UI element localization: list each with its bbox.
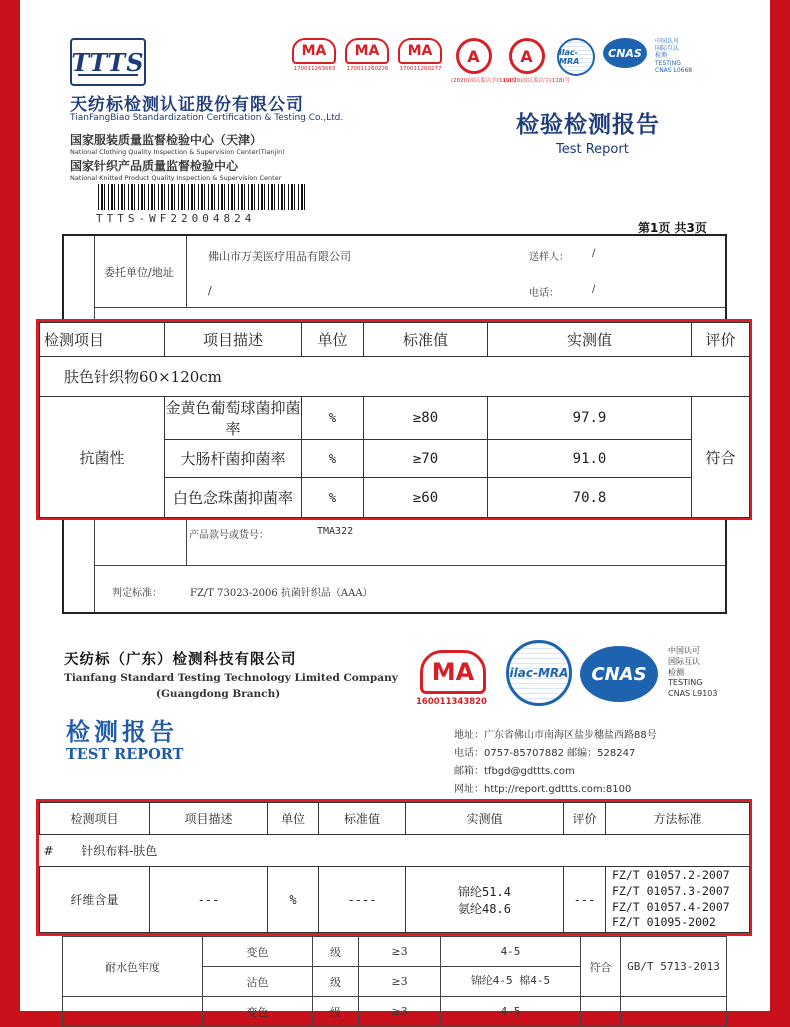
header-desc: 项目描述 bbox=[165, 323, 302, 357]
phone-label: 电话： bbox=[529, 288, 559, 299]
cma-logo-icon: MA bbox=[345, 38, 389, 64]
barcode-image bbox=[98, 184, 308, 210]
cert-logos bbox=[292, 38, 692, 84]
table-row bbox=[40, 397, 750, 440]
sample-row bbox=[40, 835, 750, 867]
cma-logo-icon: MA bbox=[292, 38, 336, 64]
header-standard: 标准值 bbox=[364, 323, 488, 357]
row-desc: 金黄色葡萄球菌抑菌率 bbox=[165, 397, 302, 440]
row-unit: % bbox=[302, 440, 364, 478]
center1-name-en: National Clothing Quality Inspection & Supervision Center(Tianjin) bbox=[70, 148, 285, 156]
client-row bbox=[94, 236, 725, 308]
header-desc: 项目描述 bbox=[150, 803, 268, 835]
row-standard: ≥3 bbox=[359, 937, 441, 967]
header-item: 检测项目 bbox=[40, 323, 165, 357]
sample-cell bbox=[40, 835, 750, 867]
row-desc: 变色 bbox=[203, 997, 313, 1027]
header-method: 方法标准 bbox=[606, 803, 750, 835]
cma-logo-icon: MA bbox=[420, 650, 486, 694]
row-desc: 白色念珠菌抑菌率 bbox=[165, 478, 302, 518]
row-desc: --- bbox=[150, 867, 268, 933]
table-header-row bbox=[40, 803, 750, 835]
cal-number: (2020)国认监认字(118)号 bbox=[504, 78, 571, 84]
header-standard: 标准值 bbox=[319, 803, 406, 835]
ilac-mra-logo-icon: ilac-MRA bbox=[506, 640, 572, 706]
cal-logo-icon: A bbox=[456, 38, 492, 74]
row-value: 97.9 bbox=[488, 397, 692, 440]
cma-number: 170011263663 bbox=[293, 66, 336, 72]
cma-cert-1 bbox=[292, 38, 337, 72]
divider bbox=[186, 236, 187, 308]
test-item: 抗菌性 bbox=[40, 397, 165, 518]
client-label: 委托单位/地址 bbox=[104, 266, 174, 279]
row-value: 锦纶51.4 氨纶48.6 bbox=[406, 867, 564, 933]
row-unit: 级 bbox=[313, 967, 359, 997]
row-standard: ≥70 bbox=[364, 440, 488, 478]
row-standard: ≥3 bbox=[359, 967, 441, 997]
test-item: 耐水色牢度 bbox=[63, 937, 203, 997]
email-line: 邮箱：tfbgd@gdttts.com bbox=[454, 766, 575, 777]
method-empty bbox=[621, 997, 727, 1027]
sender-label: 送样人： bbox=[529, 252, 569, 263]
page-indicator: 第1页 共3页 bbox=[638, 221, 707, 235]
cal-logo-icon: A bbox=[509, 38, 545, 74]
company2-name-en: Tianfang Standard Testing Technology Limited Company bbox=[64, 672, 398, 684]
sample-mark: # bbox=[43, 844, 54, 858]
cma-number: 160011343820 bbox=[416, 697, 487, 707]
phone-line: 电话：0757-85707882 邮编：528247 bbox=[454, 748, 636, 759]
header-verdict: 评价 bbox=[564, 803, 606, 835]
ttts-logo: TTTS bbox=[70, 38, 146, 86]
row-unit: 级 bbox=[313, 937, 359, 967]
product-label: 产品款号或货号： bbox=[189, 530, 269, 541]
row-standard: ≥80 bbox=[364, 397, 488, 440]
cma-cert-3 bbox=[398, 38, 443, 72]
cnas-logo-icon: CNAS bbox=[580, 646, 658, 702]
table-row bbox=[40, 867, 750, 933]
test-item-empty bbox=[63, 997, 203, 1027]
sample-row bbox=[40, 357, 750, 397]
cma-cert-2 bbox=[345, 38, 390, 72]
product-value: TMA322 bbox=[317, 526, 354, 537]
row-standard: ≥3 bbox=[359, 997, 441, 1027]
report-sheet bbox=[20, 0, 770, 1019]
antibacterial-results-table bbox=[36, 319, 752, 520]
row-unit: % bbox=[302, 478, 364, 518]
cma-number: 170011260226 bbox=[346, 66, 389, 72]
report2-title-en: TEST REPORT bbox=[66, 746, 184, 763]
colorfastness-table bbox=[62, 936, 726, 1026]
cma-logo-icon: MA bbox=[398, 38, 442, 64]
verdict: --- bbox=[564, 867, 606, 933]
header-item: 检测项目 bbox=[40, 803, 150, 835]
standard-label: 判定标准： bbox=[112, 588, 162, 599]
fiber-content-table bbox=[36, 799, 752, 936]
company2-name-cn: 天纺标（广东）检测科技有限公司 bbox=[64, 652, 297, 668]
row-value: 91.0 bbox=[488, 440, 692, 478]
table-row bbox=[63, 937, 727, 967]
cnas-note: 中国认可 国际互认 检测 TESTING CNAS L9103 bbox=[668, 646, 718, 699]
row-value: 70.8 bbox=[488, 478, 692, 518]
barcode-number: TTTS-WF22004824 bbox=[96, 212, 256, 225]
header-measured: 实测值 bbox=[488, 323, 692, 357]
cal-number: (2020)国认监认字(110)号 bbox=[451, 78, 518, 84]
test-item: 纤维含量 bbox=[40, 867, 150, 933]
company2-branch-en: (Guangdong Branch) bbox=[156, 688, 281, 700]
ilac-mra-logo-icon: ilac-MRA bbox=[557, 38, 595, 76]
method-standard: GB/T 5713-2013 bbox=[621, 937, 727, 997]
header-verdict: 评价 bbox=[692, 323, 750, 357]
header-measured: 实测值 bbox=[406, 803, 564, 835]
client-name: 佛山市万美医疗用品有限公司 bbox=[208, 250, 351, 263]
verdict: 符合 bbox=[692, 397, 750, 518]
report-title-en: Test Report bbox=[556, 142, 629, 157]
row-unit: % bbox=[302, 397, 364, 440]
method-standards: FZ/T 01057.2-2007 FZ/T 01057.3-2007 FZ/T 01057.4-2007 FZ/T 01095-2002 bbox=[606, 867, 750, 933]
sample-name: 针织布料-肤色 bbox=[81, 844, 158, 858]
phone-value: / bbox=[592, 284, 596, 295]
row-value: 4-5 bbox=[441, 997, 581, 1027]
center2-name-en: National Knitted Product Quality Inspection & Supervision Center bbox=[70, 174, 282, 182]
sample-name: 肤色针织物60×120cm bbox=[40, 357, 750, 397]
divider bbox=[186, 514, 187, 566]
report2-title-cn: 检测报告 bbox=[66, 717, 178, 746]
row-value: 锦纶4-5 棉4-5 bbox=[441, 967, 581, 997]
row-desc: 大肠杆菌抑菌率 bbox=[165, 440, 302, 478]
verdict: 符合 bbox=[581, 937, 621, 997]
center2-name-cn: 国家针织产品质量监督检验中心 bbox=[70, 159, 239, 173]
header-unit: 单位 bbox=[302, 323, 364, 357]
website-line: 网址：http://report.gdttts.com:8100 bbox=[454, 784, 632, 795]
row-standard: ---- bbox=[319, 867, 406, 933]
row-desc: 变色 bbox=[203, 937, 313, 967]
row-desc: 沾色 bbox=[203, 967, 313, 997]
report-title-cn: 检验检测报告 bbox=[516, 112, 660, 138]
cnas-logo-icon: CNAS bbox=[603, 38, 647, 68]
row-unit: % bbox=[268, 867, 319, 933]
company-name-cn: 天纺标检测认证股份有限公司 bbox=[70, 95, 304, 115]
cma-number: 170011260277 bbox=[399, 66, 442, 72]
header-unit: 单位 bbox=[268, 803, 319, 835]
cma-cert-large bbox=[416, 650, 487, 707]
row-unit: 级 bbox=[313, 997, 359, 1027]
sender-value: / bbox=[592, 248, 596, 259]
row-value: 4-5 bbox=[441, 937, 581, 967]
cal-cert-1 bbox=[451, 38, 518, 84]
center1-name-cn: 国家服装质量监督检验中心（天津） bbox=[70, 133, 263, 147]
row-standard: ≥60 bbox=[364, 478, 488, 518]
company-name-en: TianFangBiao Standardization Certification & Testing Co.,Ltd. bbox=[70, 113, 344, 123]
table-header-row bbox=[40, 323, 750, 357]
cnas-note: 中国认可 国际互认 检测 TESTING CNAS L0668 bbox=[655, 38, 693, 74]
address-line: 地址：广东省佛山市南海区盐步穗盐西路88号 bbox=[454, 730, 657, 741]
standard-value: FZ/T 73023-2006 抗菌针织品（AAA） bbox=[190, 588, 373, 599]
verdict-empty bbox=[581, 997, 621, 1027]
table-row bbox=[63, 997, 727, 1027]
client-address: / bbox=[208, 284, 212, 297]
